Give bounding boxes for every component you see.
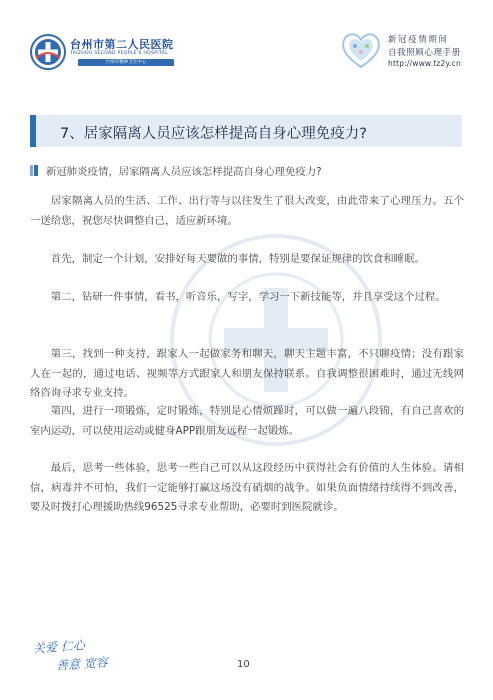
heart-logo-icon (340, 30, 382, 70)
hospital-logo-icon (30, 34, 66, 70)
section-title-bar (30, 115, 462, 147)
paragraph-intro: 居家隔离人员的生活、工作、出行等与以往发生了很大改变，由此带来了心理压力。五个一送给您，祝您尽快调整自己，适应新环境。 (30, 195, 464, 227)
paragraph-last: 最后，思考一些体验，思考一些自己可以从这段经历中获得社会有价值的人生体验。请相信，病毒并不可怕，我们一定能够打赢这场没有硝烟的战争。如果负面情绪持续得不到改善，要及时拨打心理援助热线96525寻求专业帮助，必要时到医院就诊。 (30, 462, 464, 513)
hospital-name-en: TAIZHOU SECOND PEOPLE'S HOSPITAL (70, 51, 169, 56)
paragraph-fourth: 第四，进行一项锻炼，定时锻炼，特别是心情烦躁时，可以做一遍八段锦，有自己喜欢的室内运动，可以使用运动或健身APP跟朋友远程一起锻炼。 (30, 405, 464, 437)
main-content (30, 162, 464, 513)
hospital-subtitle: 台州市精神卫生中心 (78, 59, 174, 66)
manual-url: http://www.tz2y.cn (388, 59, 461, 68)
hospital-name: 台州市第二人民医院 (70, 38, 174, 51)
question-text: 新冠肺炎疫情，居家隔离人员应该怎样提高自身心理免疫力? (46, 165, 322, 178)
page-header (0, 0, 493, 96)
question-heading (30, 162, 464, 178)
manual-title-2: 自我照顾心理手册 (388, 48, 461, 58)
paragraph-first: 首先，制定一个计划，安排好每天要做的事情，特别是要保证规律的饮食和睡眠。 (50, 253, 425, 265)
manual-title-1: 新冠疫情期间 (388, 35, 449, 45)
page-number: 10 (237, 659, 250, 670)
section-title: 7、居家隔离人员应该怎样提高自身心理免疫力? (60, 126, 367, 142)
slogan-line-2: 善意 宽容 (55, 655, 109, 673)
slogan-line-1: 关爱 仁心 (32, 638, 86, 656)
paragraph-second: 第二，钻研一件事情，看书，听音乐，写字，学习一下新技能等，并且享受这个过程。 (50, 291, 446, 303)
paragraph-third: 第三，找到一种支持，跟家人一起做家务和聊天，聊天主题丰富，不只聊疫情；没有跟家人在一起的，通过电话、视频等方式跟家人和朋友保持联系。自我调整很困难时，通过无线网络咨询寻求专业支持。 (30, 348, 464, 399)
bullet-bar-icon (30, 165, 38, 176)
